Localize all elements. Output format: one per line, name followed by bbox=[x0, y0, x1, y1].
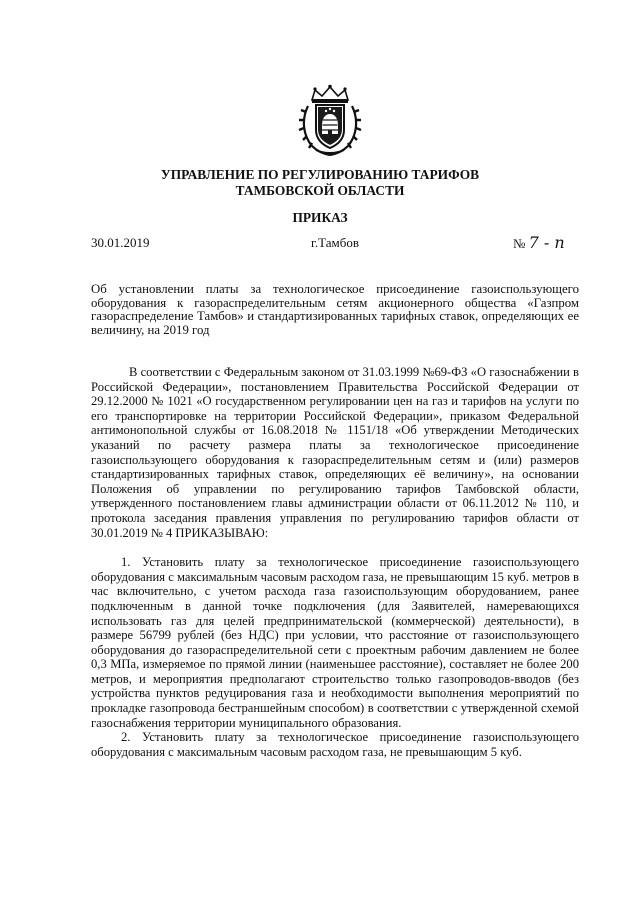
order-city: г.Тамбов bbox=[311, 235, 359, 250]
authority-line-2: ТАМБОВСКОЙ ОБЛАСТИ bbox=[235, 183, 405, 198]
order-subject: Об установлении платы за технологическое присоединение газоиспользующего оборудования к газораспределительным сетям акционерного общества «Газпром газораспределение Тамбов» и стандартизированных тарифных ставок, определяющих ее величину, на 2019 год bbox=[91, 282, 579, 337]
order-body bbox=[91, 365, 579, 759]
coat-of-arms-emblem bbox=[298, 84, 362, 158]
authority-line-1: УПРАВЛЕНИЕ ПО РЕГУЛИРОВАНИЮ ТАРИФОВ bbox=[160, 167, 480, 182]
coat-of-arms-icon bbox=[298, 84, 362, 158]
document-type-title: ПРИКАЗ bbox=[292, 210, 348, 225]
clause-1-paragraph: 1. Установить плату за технологическое присоединение газоиспользующего оборудования с максимальным часовым расходом газа, не превышающим 15 куб. метров в час включительно, с учетом расхода газа газоиспользующим оборудованием, ранее подключенным в данной точке подключения (для Заявителей, намеревающихся использовать газ для целей предпринимательской (коммерческой) деятельности), в размере 56799 рублей (без НДС) при условии, что расстояние от газоиспользующего оборудования до газораспределительной сети с проектным рабочим давлением не более 0,3 МПа, измеряемое по прямой линии (наименьшее расстояние), составляет не более 200 метров, и мероприятия предполагают строительство только газопроводов-вводов (без устройства пунктов редуцирования газа и необходимости выполнения мероприятий по прокладке газопровода бестраншейным способом) в соответствии с утвержденной схемой газоснабжения территории муниципального образования. bbox=[91, 555, 579, 730]
order-number-prefix: № bbox=[513, 236, 526, 251]
preamble-paragraph: В соответствии с Федеральным законом от 31.03.1999 №69-ФЗ «О газоснабжении в Российской Федерации», постановлением Правительства Российской Федерации от 29.12.2000 № 1021 «О государственном регулировании цен на газ и тарифов на услуги по его транспортировке на территории Российской Федерации», приказом Федеральной антимонопольной службы от 16.08.2018 № 1151/18 «Об утверждении Методических указаний по расчету размера платы за технологическое присоединение газоиспользующего оборудования к газораспределительным сетям и (или) размеров стандартизированных тарифных ставок, определяющих её величину», на основании Положения об управлении по регулированию тарифов Тамбовской области, утвержденного постановлением главы администрации области от 06.11.2012 № 110, и протокола заседания правления управления по регулированию тарифов области от 30.01.2019 № 4 ПРИКАЗЫВАЮ: bbox=[91, 365, 579, 540]
order-date: 30.01.2019 bbox=[91, 235, 150, 250]
clause-2-paragraph: 2. Установить плату за технологическое присоединение газоиспользующего оборудования с максимальным часовым расходом газа, не превышающим 5 куб. bbox=[91, 730, 579, 759]
issuing-authority bbox=[0, 167, 640, 199]
order-number bbox=[513, 233, 565, 252]
order-number-value: 7 - п bbox=[528, 233, 565, 252]
